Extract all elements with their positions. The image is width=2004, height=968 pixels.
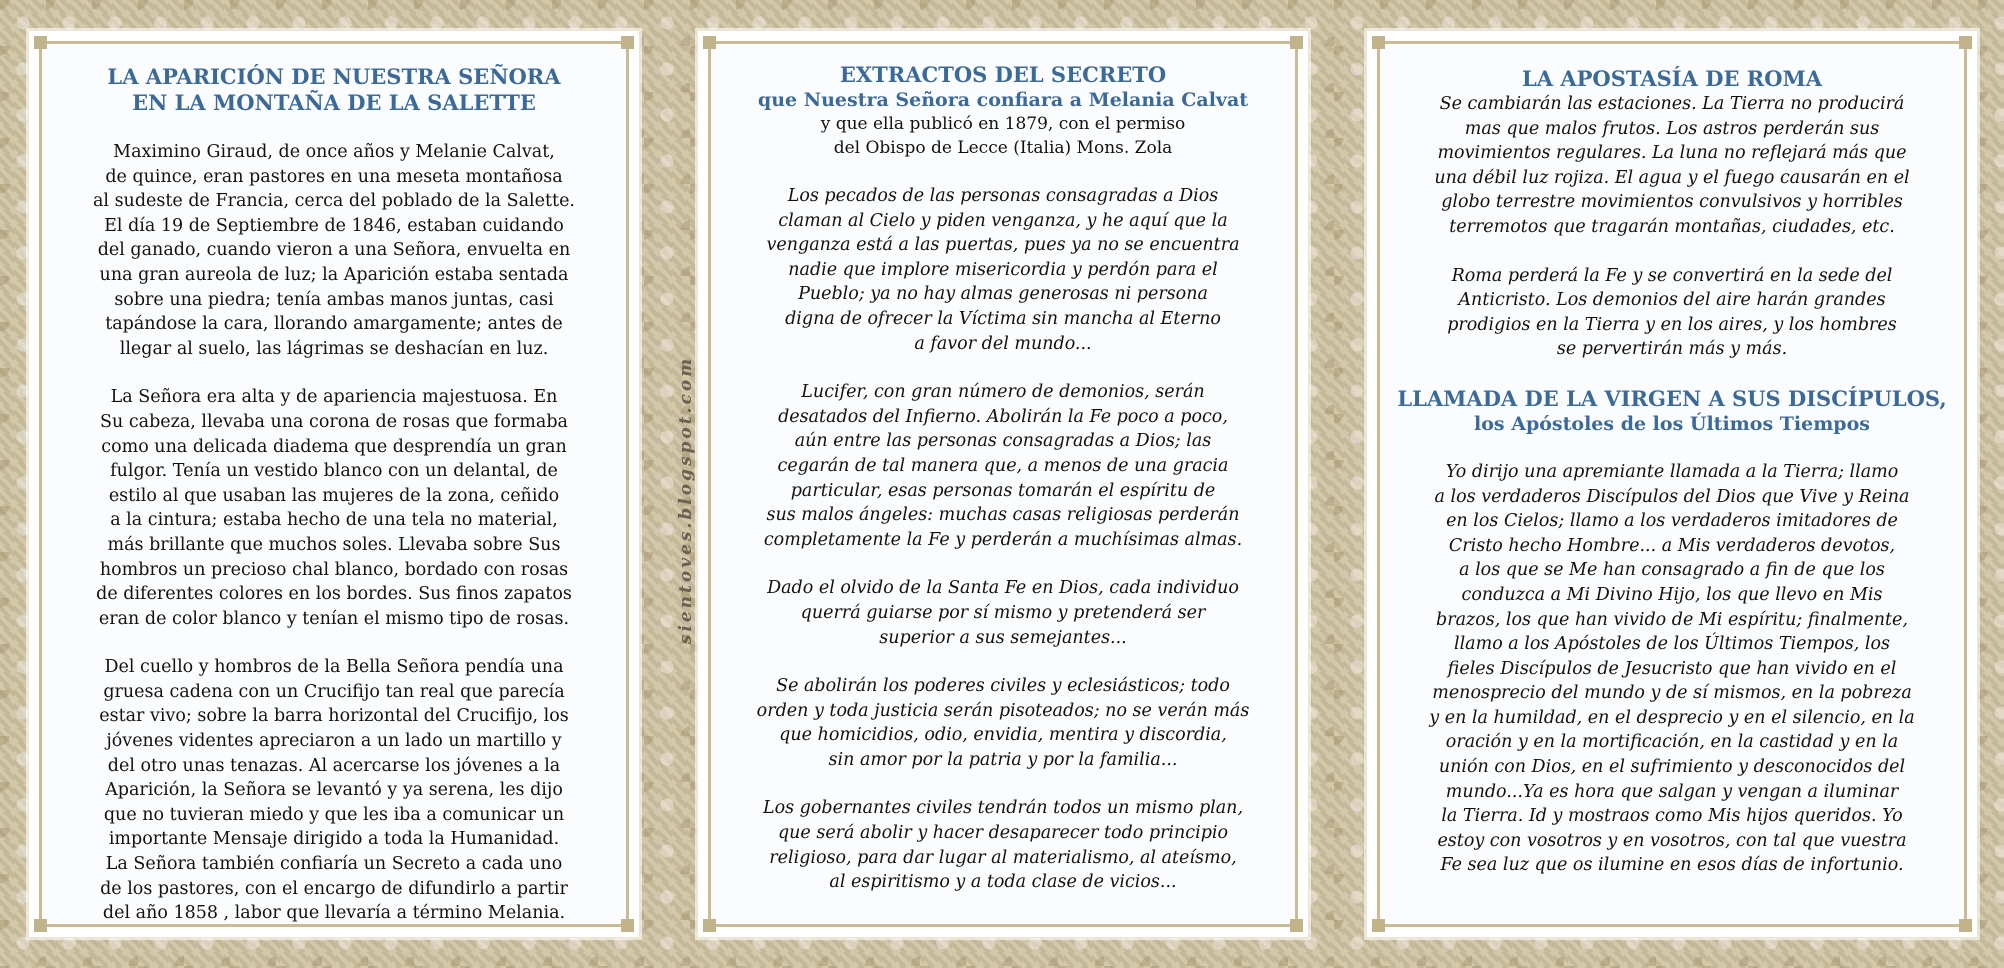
corner-ornament <box>621 919 634 932</box>
text-line: nadie que implore misericordia y perdón para el <box>788 259 1218 280</box>
text-line: unión con Dios, en el sufrimiento y desconocidos del <box>1438 757 1906 778</box>
text-line: Dado el olvido de la Santa Fe en Dios, cada individuo <box>767 578 1239 599</box>
text-line: en los Cielos; llamo a los verdaderos imitadores de <box>1446 511 1898 532</box>
text-line: eran de color blanco y tenían el mismo tipo de rosas. <box>98 608 570 629</box>
text-line: Los pecados de las personas consagradas a Dios <box>787 186 1219 206</box>
text-line: del ganado, cuando vieron a una Señora, envuelta en <box>97 240 571 261</box>
text-line: y en la humildad, en el desprecio y en el silencio, en la <box>1429 707 1915 728</box>
text-line: digna de ofrecer la Víctima sin mancha al Eterno <box>785 308 1221 329</box>
text-line: a favor del mundo... <box>914 333 1092 354</box>
text-line: que no tuvieran miedo y que les iba a comunicar un <box>103 804 565 825</box>
text-line: fulgor. Tenía un vestido blanco con un delantal, de <box>110 461 558 482</box>
text-line: sobre una piedra; tenía ambas manos juntas, casi <box>114 289 554 310</box>
text-line: querrá guiarse por sí mismo y pretenderá ser <box>800 602 1206 623</box>
text-line: aún entre las personas consagradas a Dios; las <box>794 431 1212 452</box>
spacer <box>1386 362 1958 386</box>
text-line: y que ella publicó en 1879, con el permiso <box>820 114 1186 134</box>
text-line: Aparición, la Señora se levantó y ya serena, les dijo <box>105 780 563 801</box>
text-line: Roma perderá la Fe y se convertirá en la sede del <box>1451 265 1893 286</box>
text-line: Los gobernantes civiles tendrán todos un mismo plan, <box>762 798 1244 819</box>
text-line: a los que se Me han consagrado a fin de que los <box>1459 560 1885 581</box>
text-line: sin amor por la patria y por la familia... <box>828 749 1178 770</box>
text-line: Lucifer, con gran número de demonios, serán <box>801 382 1205 403</box>
text-line: mundo...Ya es hora que salgan y vengan a iluminar <box>1445 781 1899 802</box>
spacer <box>717 356 1289 380</box>
spacer <box>1386 240 1958 264</box>
text-line: fieles Discípulos de Jesucristo que han vivido en el <box>1447 658 1897 679</box>
text-line: del Obispo de Lecce (Italia) Mons. Zola <box>833 138 1173 158</box>
text-line: que será abolir y hacer desaparecer todo principio <box>777 823 1229 844</box>
text-line: El día 19 de Septiembre de 1846, estaban cuidando <box>104 215 564 236</box>
text-line: mas que malos frutos. Los astros perderán sus <box>1464 118 1880 139</box>
secret-subtitle: que Nuestra Señora confiara a Melania Calvat <box>757 89 1249 111</box>
text-line: de diferentes colores en los bordes. Sus finos zapatos <box>96 584 572 605</box>
paragraph <box>1386 92 1958 240</box>
corner-ornament <box>1372 36 1385 49</box>
corner-ornament <box>34 36 47 49</box>
corner-ornament <box>1372 919 1385 932</box>
paragraph <box>717 796 1289 894</box>
call-to-disciples-subtitle: los Apóstoles de los Últimos Tiempos <box>1474 412 1870 435</box>
text-line: al espiritismo y a toda clase de vicios... <box>829 872 1177 893</box>
spacer <box>717 552 1289 576</box>
text-line: completamente la Fe y perderán a muchísimas almas. <box>763 529 1243 550</box>
text-line: hombros un precioso chal blanco, bordado con rosas <box>99 559 569 580</box>
text-line: más brillante que muchos soles. Llevaba sobre Sus <box>107 534 561 555</box>
paragraph <box>717 576 1289 650</box>
corner-ornament <box>1290 36 1303 49</box>
text-line: La Señora también confiaría un Secreto a cada uno <box>105 854 563 875</box>
text-line: Maximino Giraud, de once años y Melanie Calvat, <box>113 142 555 162</box>
text-line: Cristo hecho Hombre... a Mis verdaderos devotos, <box>1448 535 1896 556</box>
text-line: importante Mensaje dirigido a toda la Humanidad. <box>108 829 560 850</box>
text-line: prodigios en la Tierra y en los aires, y los hombres <box>1447 314 1897 335</box>
publication-note <box>717 112 1289 160</box>
text-line: una gran aureola de luz; la Aparición estaba sentada <box>99 264 569 285</box>
text-line: terremotos que tragarán montañas, ciudades, etc. <box>1449 216 1895 237</box>
secret-title: EXTRACTOS DEL SECRETO <box>839 62 1167 87</box>
text-line: Anticristo. Los demonios del aire harán grandes <box>1458 290 1886 311</box>
text-line: del otro unas tenazas. Al acercarse los jóvenes a la <box>107 755 561 776</box>
text-line: movimientos regulares. La luna no reflejará más que <box>1437 143 1907 164</box>
corner-ornament <box>621 36 634 49</box>
spacer <box>1386 436 1958 460</box>
paragraph <box>48 385 620 631</box>
panel-frame <box>1377 41 1967 927</box>
text-line: gruesa cadena con un Crucifijo tan real que parecía <box>103 681 565 702</box>
text-line: que homicidios, odio, envidia, mentira y discordia, <box>779 725 1227 746</box>
text-line: globo terrestre movimientos convulsivos y horribles <box>1441 192 1903 213</box>
spacer <box>717 772 1289 796</box>
text-line: menosprecio del mundo y de sí mismos, en la pobreza <box>1432 683 1912 704</box>
text-line: llegar al suelo, las lágrimas se deshacían en luz. <box>119 338 549 359</box>
spacer <box>48 631 620 655</box>
text-line: desatados del Infierno. Abolirán la Fe poco a poco, <box>778 406 1228 427</box>
text-line: al sudeste de Francia, cerca del poblado de la Salette. <box>92 191 575 212</box>
paragraph <box>717 674 1289 772</box>
panel-frame <box>708 41 1298 927</box>
text-line: venganza está a las puertas, pues ya no se encuentra <box>766 235 1240 256</box>
text-line: superior a sus semejantes... <box>879 627 1127 648</box>
text-line: Se cambiarán las estaciones. La Tierra no producirá <box>1439 94 1905 114</box>
text-line: llamo a los Apóstoles de los Últimos Tiempos, los <box>1453 634 1891 655</box>
text-line: a los verdaderos Discípulos del Dios que Vive y Reina <box>1434 486 1910 507</box>
text-line: jóvenes videntes apreciaron a un lado un martillo y <box>106 731 562 752</box>
text-line: tapándose la cara, llorando amargamente; antes de <box>105 314 563 335</box>
text-line: estoy con vosotros y en vosotros, con tal que vuestra <box>1437 830 1907 851</box>
paragraph <box>717 184 1289 356</box>
spacer <box>48 361 620 385</box>
paragraph <box>1386 460 1958 878</box>
spacer <box>717 160 1289 184</box>
text-line: Yo dirijo una apremiante llamada a la Tierra; llamo <box>1445 461 1899 482</box>
corner-ornament <box>703 919 716 932</box>
paragraph <box>48 140 620 361</box>
text-line: de los pastores, con el encargo de difundirlo a partir <box>100 878 568 899</box>
title-line: EN LA MONTAÑA DE LA SALETTE <box>132 90 536 115</box>
text-line: conduzca a Mi Divino Hijo, los que llevo en Mis <box>1461 584 1883 605</box>
text-line: estar vivo; sobre la barra horizontal del Crucifijo, los <box>99 706 569 727</box>
paragraph <box>48 655 620 926</box>
text-line: una débil luz rojiza. El agua y el fuego causarán en el <box>1434 167 1910 188</box>
apostasy-title: LA APOSTASÍA DE ROMA <box>1521 66 1823 91</box>
text-line: cegarán de tal manera que, a menos de una gracia <box>777 455 1229 476</box>
text-line: de quince, eran pastores en una meseta montañosa <box>105 166 563 187</box>
panel-apostasy <box>1366 30 1978 938</box>
spacer <box>48 116 620 140</box>
text-line: a la cintura; estaba hecho de una tela no material, <box>110 510 558 531</box>
text-line: particular, esas personas tomarán el espíritu de <box>790 480 1216 501</box>
title-line: LA APARICIÓN DE NUESTRA SEÑORA <box>107 64 561 89</box>
text-line: claman al Cielo y piden venganza, y he aquí que la <box>778 210 1228 231</box>
text-line: Pueblo; ya no hay almas generosas ni persona <box>798 284 1208 305</box>
paragraph <box>1386 264 1958 362</box>
spacer <box>717 650 1289 674</box>
text-line: La Señora era alta y de apariencia majestuosa. En <box>110 387 558 408</box>
corner-ornament <box>703 36 716 49</box>
text-line: oración y en la mortificación, en la castidad y en la <box>1445 732 1899 753</box>
text-line: sus malos ángeles: muchas casas religiosas perderán <box>766 505 1240 526</box>
text-line: brazos, los que han vivido de Mi espíritu; finalmente, <box>1436 609 1908 630</box>
apparition-title <box>48 64 620 116</box>
corner-ornament <box>34 919 47 932</box>
text-line: estilo al que usaban las mujeres de la zona, ceñido <box>108 485 560 506</box>
text-line: Su cabeza, llevaba una corona de rosas que formaba <box>100 411 568 432</box>
corner-ornament <box>1959 919 1972 932</box>
call-to-disciples-title: LLAMADA DE LA VIRGEN A SUS DISCÍPULOS, <box>1397 385 1947 411</box>
text-line: religioso, para dar lugar al materialismo, al ateísmo, <box>769 847 1237 868</box>
text-line: orden y toda justicia serán pisoteados; no se verán más <box>756 700 1250 721</box>
text-line: la Tierra. Id y mostraos como Mis hijos queridos. Yo <box>1441 806 1903 827</box>
paragraph <box>717 380 1289 552</box>
corner-ornament <box>1290 919 1303 932</box>
text-line: del año 1858 , labor que llevaría a término Melania. <box>102 903 566 924</box>
panel-apparition <box>28 30 640 938</box>
text-line: Se abolirán los poderes civiles y eclesiásticos; todo <box>776 676 1230 697</box>
text-line: Del cuello y hombros de la Bella Señora pendía una <box>104 657 564 678</box>
text-line: Fe sea luz que os ilumine en esos días de infortunio. <box>1440 855 1904 876</box>
blog-watermark: sientoves.blogspot.com <box>676 355 696 645</box>
panel-secret-extracts <box>697 30 1309 938</box>
text-line: se pervertirán más y más. <box>1556 339 1788 360</box>
corner-ornament <box>1959 36 1972 49</box>
panel-frame <box>39 41 629 927</box>
text-line: como una delicada diadema que desprendía un gran <box>101 436 567 457</box>
